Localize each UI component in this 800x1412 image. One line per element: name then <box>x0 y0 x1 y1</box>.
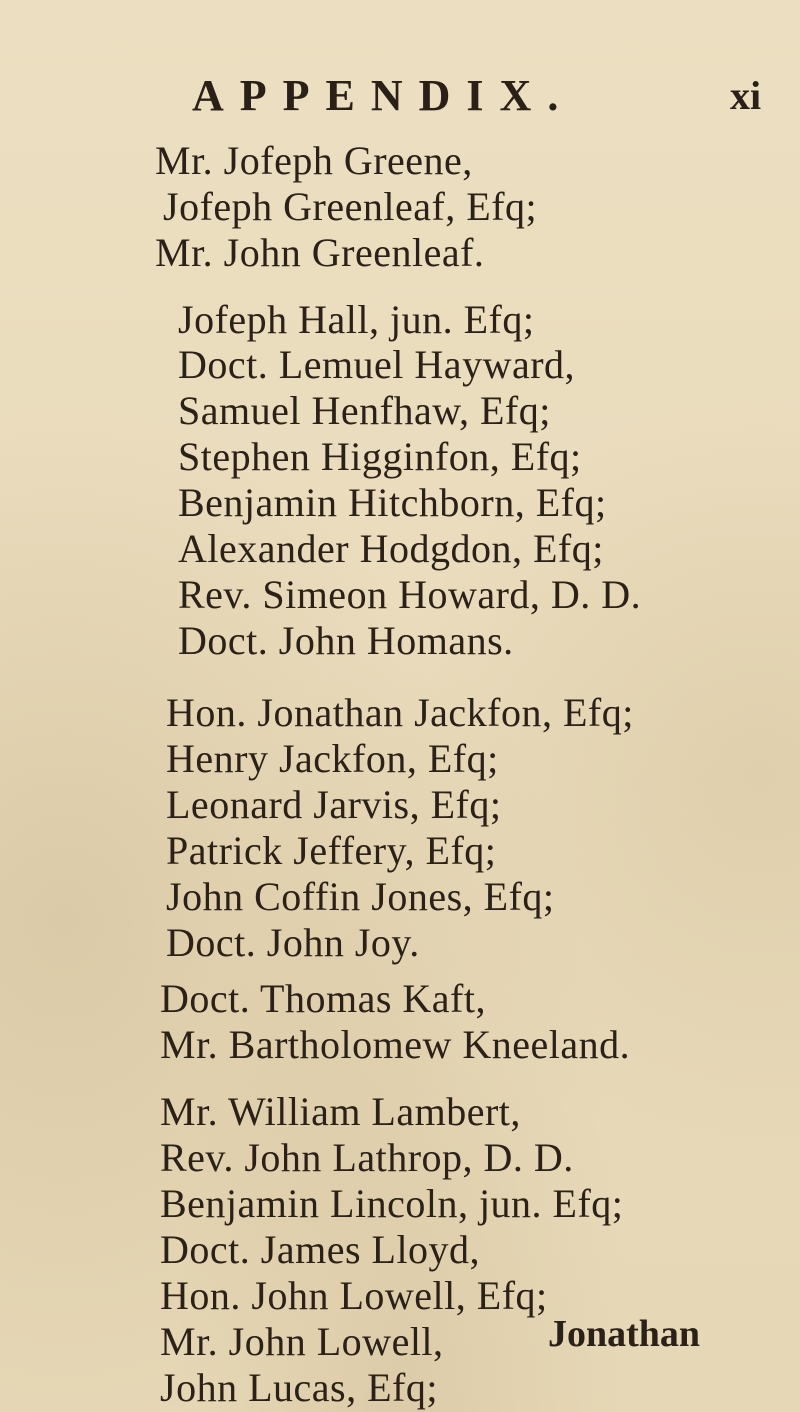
list-item: Henry Jackfon, Efq; <box>166 736 499 781</box>
list-item: Hon. John Lowell, Efq; <box>160 1273 548 1318</box>
list-item: Samuel Henfhaw, Efq; <box>178 388 551 433</box>
list-item: Doct. John Homans. <box>178 618 514 663</box>
list-item: Mr. John Lowell, <box>160 1319 444 1364</box>
list-item: Mr. John Greenleaf. <box>155 230 485 275</box>
list-item: John Coffin Jones, Efq; <box>166 874 555 919</box>
list-item: Benjamin Lincoln, jun. Efq; <box>160 1181 624 1226</box>
list-item: Hon. Jonathan Jackfon, Efq; <box>166 690 634 735</box>
list-item: Benjamin Hitchborn, Efq; <box>178 480 607 525</box>
list-item: Stephen Higginfon, Efq; <box>178 434 582 479</box>
list-item: Patrick Jeffery, Efq; <box>166 828 497 873</box>
list-item: Jofeph Hall, jun. Efq; <box>178 297 535 342</box>
list-item: Jofeph Greenleaf, Efq; <box>163 184 538 229</box>
list-item: Rev. Simeon Howard, D. D. <box>178 572 642 617</box>
appendix-title: APPENDIX. <box>192 71 575 120</box>
list-item: Alexander Hodgdon, Efq; <box>178 526 604 571</box>
list-item: Rev. John Lathrop, D. D. <box>160 1135 574 1180</box>
list-item: Doct. James Lloyd, <box>160 1227 481 1272</box>
page-number: xi <box>730 73 762 118</box>
list-item: Doct. Lemuel Hayward, <box>178 342 576 387</box>
running-head <box>0 64 800 124</box>
catchword: Jonathan <box>548 1313 701 1355</box>
list-item: Leonard Jarvis, Efq; <box>166 782 502 827</box>
list-item: John Lucas, Efq; <box>160 1365 438 1410</box>
list-item: Doct. Thomas Kaft, <box>160 976 486 1021</box>
list-item: Mr. Jofeph Greene, <box>155 138 473 183</box>
list-item: Mr. Bartholomew Kneeland. <box>160 1022 631 1067</box>
list-item: Doct. John Joy. <box>166 920 420 965</box>
list-item: Mr. William Lambert, <box>160 1089 521 1134</box>
